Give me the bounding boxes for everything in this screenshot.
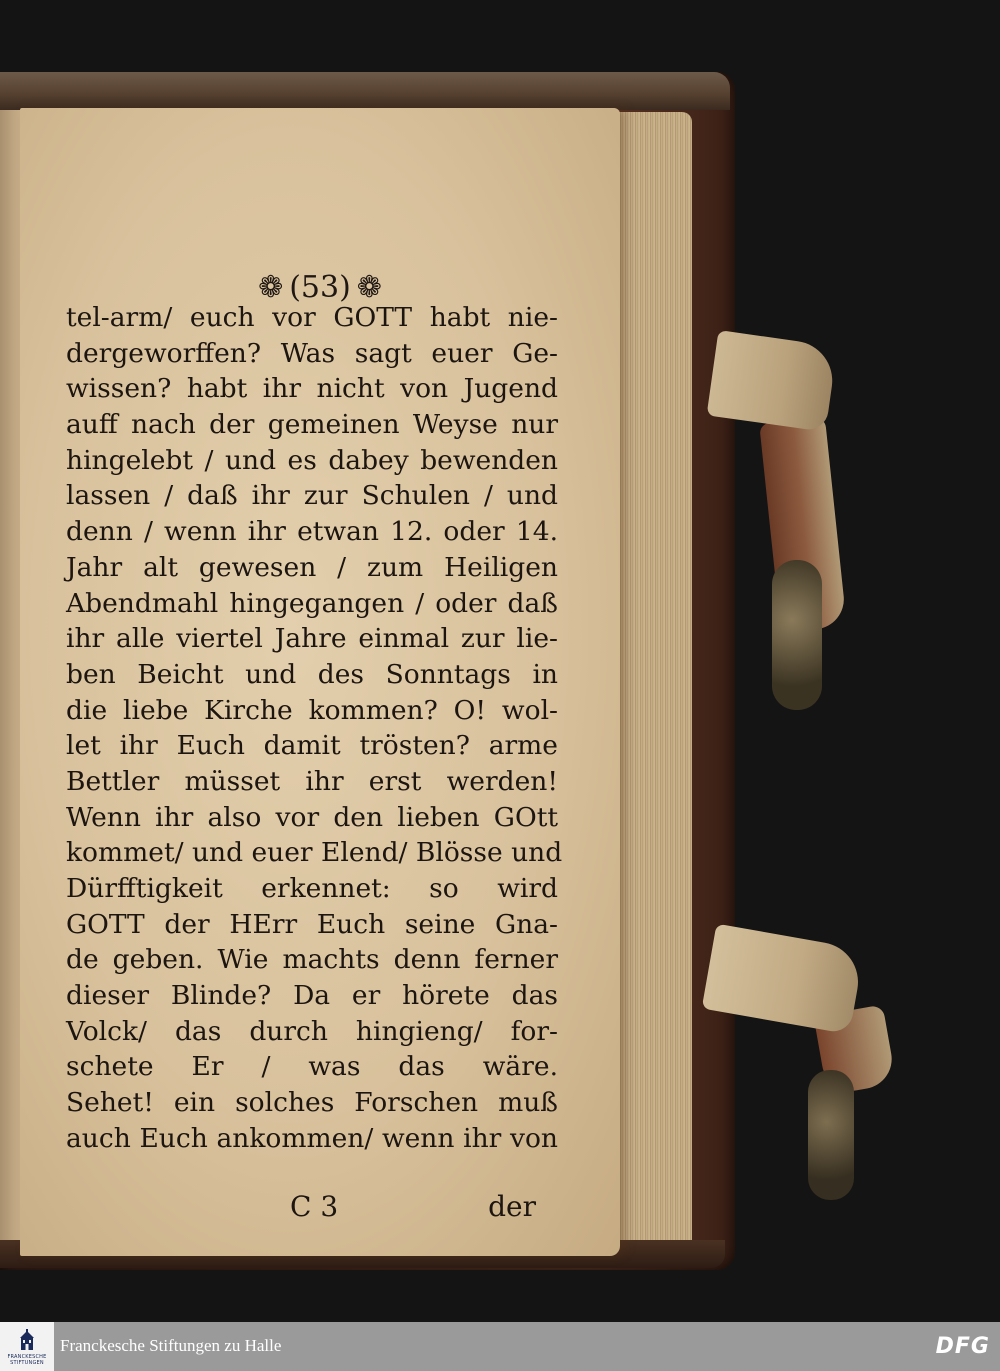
text-line: auff nach der gemeinen Weyse nur: [66, 409, 558, 441]
text-line: GOTT der HErr Euch seine Gna-: [66, 908, 558, 940]
text-line: ben Beicht und des Sonntags in: [66, 658, 558, 690]
book-page: [20, 108, 620, 1256]
text-line: die liebe Kirche kommen? O! wol-: [66, 694, 558, 726]
text-line: hingelebt / und es dabey bewenden: [66, 444, 558, 476]
ornament-left-icon: ❁: [258, 270, 284, 305]
franckesche-logo[interactable]: [0, 1322, 54, 1371]
clasp-upper: [772, 560, 822, 710]
text-line: Abendmahl hingegangen / oder daß: [66, 587, 558, 619]
text-line: dieser Blinde? Da er hörete das: [66, 980, 558, 1012]
text-line: Bettler müsset ihr erst werden!: [66, 765, 558, 797]
catchword: der: [488, 1190, 536, 1223]
logo-text: FRANCKESCHE STIFTUNGEN: [7, 1353, 47, 1366]
text-line: denn / wenn ihr etwan 12. oder 14.: [66, 516, 558, 548]
text-line: Wenn ihr also vor den lieben GOtt: [66, 801, 558, 833]
left-page-edge: [0, 110, 22, 1240]
dfg-logo[interactable]: DFG: [935, 1334, 990, 1359]
text-line: dergeworffen? Was sagt euer Ge-: [66, 337, 558, 369]
text-line: auch Euch ankommen/ wenn ihr von: [66, 1122, 558, 1154]
text-line: de geben. Wie machts denn ferner: [66, 944, 558, 976]
page-footer: [66, 1190, 558, 1230]
institution-name[interactable]: Franckesche Stiftungen zu Halle: [60, 1336, 282, 1355]
text-line: Jahr alt gewesen / zum Heiligen: [66, 551, 558, 583]
text-line: kommet/ und euer Elend/ Blösse und: [66, 837, 563, 869]
text-line: Sehet! ein solches Forschen muß: [66, 1087, 558, 1119]
page-text: [66, 300, 563, 1157]
signature-mark: C 3: [290, 1190, 339, 1223]
page-number: (53): [289, 270, 351, 305]
ornament-right-icon: ❁: [356, 270, 382, 305]
clasp-lower: [808, 1070, 854, 1200]
building-logo-icon: [17, 1328, 37, 1354]
text-line: Volck/ das durch hingieng/ for-: [66, 1015, 558, 1047]
clasp-strap-upper: [707, 330, 838, 432]
text-line: Dürfftigkeit erkennet: so wird: [66, 873, 558, 904]
text-line: wissen? habt ihr nicht von Jugend: [66, 373, 558, 405]
text-line: ihr alle viertel Jahre einmal zur lie-: [66, 623, 558, 655]
text-line: lassen / daß ihr zur Schulen / und: [66, 480, 558, 512]
cover-top-edge: [0, 72, 730, 110]
text-line: let ihr Euch damit trösten? arme: [66, 730, 558, 762]
text-line: schete Er / was das wäre.: [66, 1051, 558, 1083]
text-line: tel-arm/ euch vor GOTT habt nie-: [66, 302, 558, 333]
